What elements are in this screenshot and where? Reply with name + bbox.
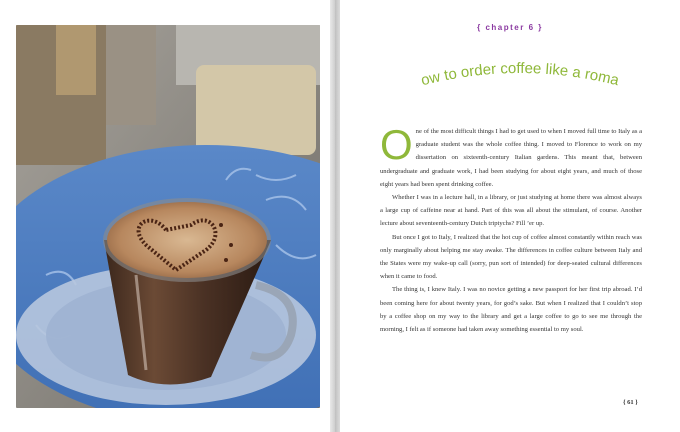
paragraph-1 (380, 121, 642, 191)
chapter-title (405, 39, 630, 92)
chapter-title-arc (405, 39, 630, 92)
paragraph-3: But once I got to Italy, I realized that the hot cup of coffee almost constantly within reach was only marginally about helping me stay awake. The differences in coffee culture between Italy and the States were my wake-up call (sorry, pun sort of intended) for deep-seated cultural differences when it came to food. (380, 233, 642, 281)
drop-cap: O (380, 121, 413, 168)
left-page (0, 0, 335, 432)
chapter-label: { chapter 6 } (477, 23, 543, 32)
body-text (380, 121, 642, 336)
paragraph-2: Whether I was in a lecture hall, in a library, or just studying at home there was almost always a large cup of caffeine near at hand. Part of this was all about the stimulant, of course. Another lecture about seventeenth-century Dutch triptychs? Fill ’er up. (380, 194, 642, 228)
chapter-title-text: how to order coffee like a roman (405, 39, 621, 90)
right-page (340, 0, 680, 432)
paragraph-4: The thing is, I knew Italy. I was no novice getting a new passport for her first trip abroad. I’d been coming here for about twenty years, for god’s sake. But when I realized that I couldn’t stop by a coffee shop on my way to the library and get a large coffee to go to see me through the morning, I felt as if someone had taken away something essential to my soul. (380, 286, 642, 334)
coffee-cup-image (16, 25, 320, 408)
paragraph-1-text: ne of the most difficult things I had to get used to when I moved full time to Italy as a graduate student was the whole coffee thing. I moved to Florence to work on my dissertation on sixteenth-century Italian gardens. This meant that, between undergraduate and graduate work, I had been studying for about eight years, and much of those eight years had been spent drinking coffee. (380, 128, 642, 188)
coffee-photo (16, 25, 320, 408)
page-number: { 61 } (623, 399, 638, 406)
svg-text:how to order coffee like a rom (406, 39, 622, 89)
